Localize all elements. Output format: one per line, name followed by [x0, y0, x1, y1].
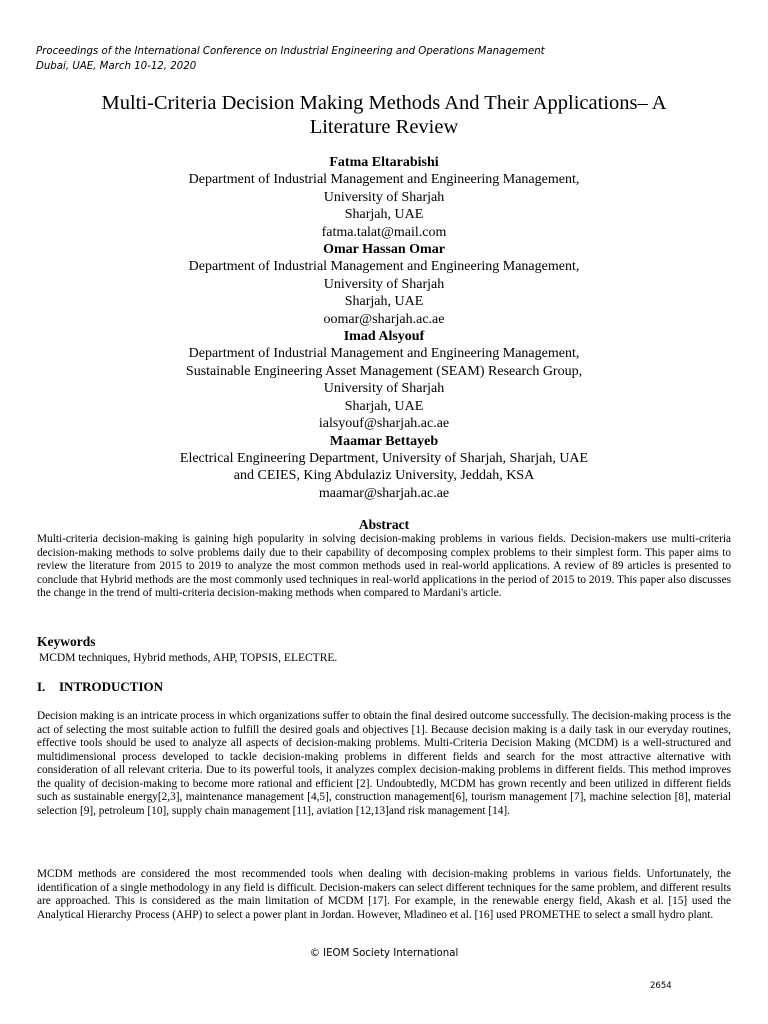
- section-number: I.: [37, 679, 46, 694]
- author-affiliation: University of Sharjah: [323, 276, 445, 292]
- header-line-conference: Proceedings of the International Conference on Industrial Engineering and Operations Management: [36, 46, 545, 57]
- author-affiliation: and CEIES, King Abdulaziz University, Jeddah, KSA: [233, 468, 535, 484]
- keywords-heading: Keywords: [37, 634, 96, 649]
- title-line-1: Multi-Criteria Decision Making Methods And Their Applications– A: [101, 92, 667, 114]
- paper-title: [40, 91, 728, 139]
- author-name: Imad Alsyouf: [343, 329, 425, 345]
- author-name: Maamar Bettayeb: [329, 433, 439, 449]
- running-header: [36, 44, 736, 74]
- author-4: [40, 433, 728, 503]
- author-affiliation: University of Sharjah: [323, 189, 445, 205]
- title-line-2: Literature Review: [309, 116, 459, 138]
- author-1: [40, 154, 728, 241]
- author-email: oomar@sharjah.ac.ae: [323, 311, 445, 327]
- keywords-text: MCDM techniques, Hybrid methods, AHP, TOPSIS, ELECTRE.: [39, 652, 338, 664]
- abstract-text: Multi-criteria decision-making is gaining high popularity in solving decision-making problems in various fields. Decision-makers use multi-criteria decision-making methods to solve problems daily due to their capability of decomposing complex problems to their simplest form. This paper aims to review the literature from 2015 to 2019 to analyze the most common methods used in real-world applications. A review of 89 articles is presented to conclude that Hybrid methods are the most commonly used techniques in real-world applications in the period of 2015 to 2019. This paper also discusses the change in the trend of multi-criteria decision-making methods when compared to Mardani's article.: [37, 533, 731, 600]
- author-email: ialsyouf@sharjah.ac.ae: [318, 416, 450, 432]
- author-3: [40, 328, 728, 432]
- author-affiliation: Electrical Engineering Department, University of Sharjah, Sharjah, UAE: [179, 450, 589, 466]
- section-heading: [37, 679, 163, 695]
- author-email: maamar@sharjah.ac.ae: [318, 485, 450, 501]
- author-block: [40, 154, 728, 502]
- author-email: fatma.talat@mail.com: [321, 224, 447, 240]
- body-paragraph-2: MCDM methods are considered the most recommended tools when dealing with decision-making problems in various fields. Unfortunately, the identification of a single methodology in any field is difficult. Decision-makers can select different techniques for the same problem, and different results are approached. This is considered as the main limitation of MCDM [17]. For example, in the renewable energy field, Akash et al. [15] used the Analytical Hierarchy Process (AHP) to select a power plant in Jordan. However, Mladineo et al. [16] used PROMETHE to select a small hydro plant.: [37, 868, 731, 921]
- author-location: Sharjah, UAE: [344, 294, 424, 310]
- section-title: INTRODUCTION: [59, 679, 164, 694]
- author-location: Sharjah, UAE: [344, 207, 424, 223]
- author-location: Sharjah, UAE: [344, 398, 424, 414]
- author-affiliation: Department of Industrial Management and Engineering Management,: [188, 259, 580, 275]
- author-affiliation: Department of Industrial Management and Engineering Management,: [188, 346, 580, 362]
- author-affiliation: Department of Industrial Management and Engineering Management,: [188, 172, 580, 188]
- page-number: 2654: [650, 981, 672, 991]
- header-line-location: Dubai, UAE, March 10-12, 2020: [36, 61, 197, 72]
- footer-copyright: © IEOM Society International: [309, 948, 459, 959]
- author-affiliation: Sustainable Engineering Asset Management (SEAM) Research Group,: [185, 363, 583, 379]
- author-2: [40, 241, 728, 328]
- author-affiliation: University of Sharjah: [323, 381, 445, 397]
- body-paragraph-1: Decision making is an intricate process in which organizations suffer to obtain the final desired outcome successfully. The decision-making process is the act of selecting the most suitable action to fulfill the desired goals and objectives [1]. Because decision making is a daily task in our everyday routines, effective tools should be used to analyze all aspects of decision-making problems. Multi-Criteria Decision Making (MCDM) is a well-structured and multidimensional process developed to tackle decision-making problems in different fields and search for the most attractive alternative with consideration of all relevant criteria. Due to its powerful tools, it analyzes complex decision-making problems in different fields. This method improves the quality of decision-making to become more rational and efficient [2]. Undoubtedly, MCDM has grown recently and been utilized in different fields such as sustainable energy[2,3], maintenance management [4,5], construction management[6], tourism management [7], machine selection [8], material selection [9], petroleum [10], supply chain management [11], aviation [12,13]and risk management [14].: [37, 710, 731, 817]
- author-name: Fatma Eltarabishi: [329, 155, 439, 170]
- abstract-heading: Abstract: [358, 517, 410, 532]
- author-name: Omar Hassan Omar: [323, 242, 445, 258]
